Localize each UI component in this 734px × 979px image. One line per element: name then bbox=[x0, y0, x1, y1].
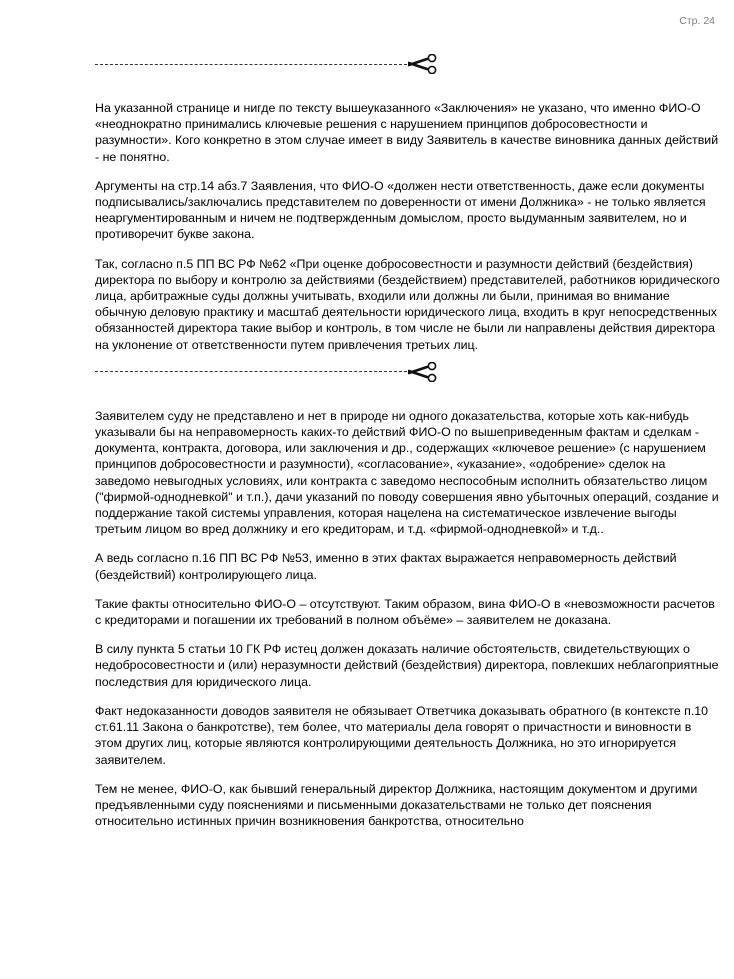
paragraph: Заявителем суду не представлено и нет в природе ни одного доказательства, которые хоть как-нибудь указывали бы на неправомерность каких-то действий ФИО-О по вышеприведенным фактам и сделкам - документа, контракта, договора, или заключения и др., содержащих «ключевое решение» (с нарушением принципов добросовестности и разумности), «согласование», «указание», «одобрение» сделок на заведомо невыгодных условиях, или контракта с заведомо неспособным исполнить обязательство лицом ("фирмой-однодневкой" и т.п.), дачи указаний по поводу совершения явно убыточных операций, создание и поддержание такой системы управления, которая нацелена на систематическое извлечение выгоды третьим лицом во вред должнику и его кредиторам, и т.д. «фирмой-однодневкой» и т.д.. bbox=[95, 408, 719, 537]
paragraph: На указанной странице и нигде по тексту вышеуказанного «Заключения» не указано, что именно ФИО-О «неоднократно принимались ключевые решения с нарушением принципов добросовестности и разумности». Кого конкретно в этом случае имеет в виду Заявитель в качестве виновника данных действий - не понятно. bbox=[95, 101, 719, 164]
dashed-line bbox=[95, 64, 407, 65]
cut-line bbox=[95, 366, 440, 378]
dashed-line bbox=[95, 371, 407, 372]
paragraph: А ведь согласно п.16 ПП ВС РФ №53, именно в этих фактах выражается неправомерность действий (бездействий) контролирующего лица. bbox=[95, 551, 677, 582]
document-body bbox=[95, 58, 720, 842]
paragraph: Факт недоказанности доводов заявителя не обязывает Ответчика доказывать обратного (в контексте п.10 ст.61.11 Закона о банкротстве), тем более, что материалы дела говорят о причастности и виновности в этом других лиц, которые являются контролирующими деятельность Должника, но это игнорируется заявителем. bbox=[95, 703, 709, 767]
paragraph: Так, согласно п.5 ПП ВС РФ №62 «При оценке добросовестности и разумности действий (бездействия) директора по выбору и контролю за действиями (бездействием) представителей, работников юридического лица, арбитражные суды должны учитывать, входили или должны ли были, принимая во внимание обычную деловую практику и масштаб деятельности юридического лица, входить в круг непосредственных обязанностей директора такие выбор и контроль, в том числе не были ли направлены действия директора на уклонение от ответственности путем привлечения третьих лиц. bbox=[95, 256, 720, 352]
paragraph: В силу пункта 5 статьи 10 ГК РФ истец должен доказать наличие обстоятельств, свидетельствующих о недобросовестности и (или) неразумности действий (бездействия) директора, повлекших неблагоприятные последствия для юридического лица. bbox=[95, 642, 719, 689]
cut-line bbox=[95, 58, 440, 70]
scissors-icon bbox=[408, 362, 440, 382]
paragraph: Аргументы на стр.14 абз.7 Заявления, что ФИО-О «должен нести ответственность, даже если документы подписывались/заключались представителем по доверенности от имени Должника» - не только является неаргументированным и ничем не подтвержденным домыслом, просто выдуманным заявителем, но и противоречит букве закона. bbox=[95, 178, 706, 242]
paragraph: Такие факты относительно ФИО-О – отсутствуют. Таким образом, вина ФИО-О в «невозможности расчетов с кредиторами и погашении их требований в полном объёме» – заявителем не доказана. bbox=[95, 596, 715, 628]
page-number: Стр. 24 bbox=[679, 15, 715, 27]
paragraph: Тем не менее, ФИО-О, как бывший генеральный директор Должника, настоящим документом и другими предъявленными суду пояснениями и письменными доказательствами не только дет пояснения относительно истинных причин возникновения банкротства, относительно bbox=[95, 781, 698, 829]
scissors-icon bbox=[408, 54, 440, 74]
